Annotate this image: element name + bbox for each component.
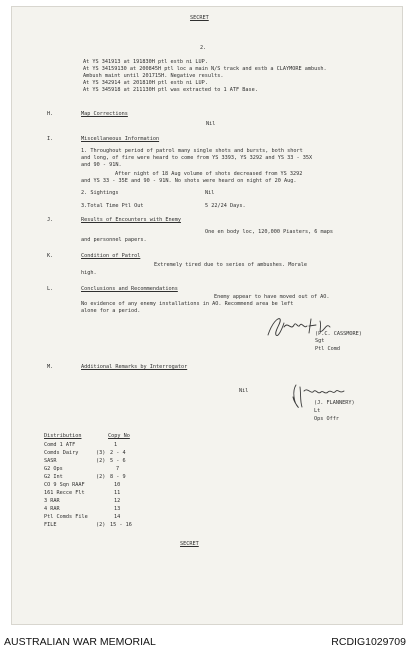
distribution-qty: (2) xyxy=(96,474,106,480)
sightings-label: 2. Sightings xyxy=(81,190,119,196)
interrogator-rank: Lt xyxy=(314,408,321,414)
log-line-4: At YS 342914 at 201810H ptl estb ni LUP. xyxy=(83,80,208,86)
distribution-copy: 11 xyxy=(114,490,121,496)
conclusion-line-3: alone for a period. xyxy=(81,308,141,314)
misc-line-5: and YS 33 - 35E and 90 - 91N. No shots were heard on night of 20 Aug. xyxy=(81,178,297,184)
sightings-value: Nil xyxy=(205,190,215,196)
patrol-commander-name: (P.C. CASSMORE) xyxy=(315,331,362,337)
section-i-letter: I. xyxy=(47,136,54,142)
distribution-copy: 7 xyxy=(116,466,120,472)
distribution-dest: Comds Dairy xyxy=(44,450,79,456)
interrogator-name: (J. FLANNERY) xyxy=(314,400,355,406)
classification-footer: SECRET xyxy=(180,541,199,547)
document-page xyxy=(12,7,402,624)
patrol-commander-role: Ptl Comd xyxy=(315,346,340,352)
distribution-copy: 1 xyxy=(114,442,118,448)
section-m-title: Additional Remarks by Interrogator xyxy=(81,364,188,370)
section-h-title: Map Corrections xyxy=(81,111,128,117)
archive-source-label: AUSTRALIAN WAR MEMORIAL xyxy=(4,636,156,648)
section-l-letter: L. xyxy=(47,286,54,292)
distribution-qty: (2) xyxy=(96,522,106,528)
interrogator-role: Ops Offr xyxy=(314,416,339,422)
conclusion-line-1: Enemy appear to have moved out of AO. xyxy=(214,294,330,300)
distribution-copy: 15 - 16 xyxy=(110,522,132,528)
distribution-dest: FILE xyxy=(44,522,57,528)
log-line-3: Ambush maint until 201715H. Negative results. xyxy=(83,73,224,79)
distribution-dest: Comd 1 ATF xyxy=(44,442,76,448)
time-out-label: 3.Total Time Ptl Out xyxy=(81,203,144,209)
misc-line-3: and 90 - 91N. xyxy=(81,162,122,168)
section-j-title: Results of Encounters with Enemy xyxy=(81,217,181,223)
distribution-copy: 8 - 9 xyxy=(110,474,126,480)
section-h-value: Nil xyxy=(206,121,216,127)
condition-line-1: Extremely tired due to series of ambushes. Morale xyxy=(154,262,308,268)
distribution-dest: SASR xyxy=(44,458,57,464)
distribution-qty: (3) xyxy=(96,450,106,456)
log-line-1: At YS 341913 at 191830H ptl estb ni LUP. xyxy=(83,59,208,65)
misc-line-1: 1. Throughout period of patrol many single shots and bursts, both short xyxy=(81,148,303,154)
distribution-copy: 5 - 6 xyxy=(110,458,126,464)
encounter-line-1: One en body loc, 120,000 Piasters, 6 maps xyxy=(205,229,334,235)
distribution-copy: 10 xyxy=(114,482,121,488)
classification-header: SECRET xyxy=(190,15,209,21)
page-number: 2. xyxy=(200,45,207,51)
distribution-copy: 2 - 4 xyxy=(110,450,126,456)
distribution-dest: 3 RAR xyxy=(44,498,60,504)
encounter-line-2: and personnel papers. xyxy=(81,237,147,243)
distribution-dest: CO 9 Sqn RAAF xyxy=(44,482,85,488)
distribution-qty: (2) xyxy=(96,458,106,464)
section-h-letter: H. xyxy=(47,111,54,117)
misc-line-4: After night of 18 Aug volume of shots decreased from YS 3292 xyxy=(115,171,303,177)
distribution-copy: 12 xyxy=(114,498,121,504)
section-i-title: Miscellaneous Information xyxy=(81,136,160,142)
section-m-letter: M. xyxy=(47,364,54,370)
time-out-value: 5 22/24 Days. xyxy=(205,203,246,209)
section-j-letter: J. xyxy=(47,217,54,223)
patrol-commander-rank: Sgt xyxy=(315,338,325,344)
distribution-copy: 13 xyxy=(114,506,121,512)
distribution-dest: 4 RAR xyxy=(44,506,60,512)
interrogator-signature xyxy=(288,381,352,411)
misc-line-2: and long, of fire were heard to come from YS 3393, YS 3292 and YS 33 - 35X xyxy=(81,155,313,161)
copy-no-heading: Copy No xyxy=(108,433,130,439)
distribution-dest: G2 Int xyxy=(44,474,63,480)
distribution-dest: Ptl Comds File xyxy=(44,514,88,520)
distribution-dest: 161 Recce Flt xyxy=(44,490,85,496)
archive-record-id: RCDIG1029709 xyxy=(331,636,406,648)
distribution-copy: 14 xyxy=(114,514,121,520)
log-line-5: At YS 345918 at 211130H ptl was extracted to 1 ATF Base. xyxy=(83,87,258,93)
conclusion-line-2: No evidence of any enemy installations in AO. Recommend area be left xyxy=(81,301,294,307)
section-l-title: Conclusions and Recommendations xyxy=(81,286,178,292)
distribution-dest: G2 Ops xyxy=(44,466,63,472)
section-k-title: Condition of Patrol xyxy=(81,253,141,259)
condition-line-2: high. xyxy=(81,270,97,276)
section-k-letter: K. xyxy=(47,253,54,259)
distribution-heading: Distribution xyxy=(44,433,82,439)
log-line-2: At YS 34159130 at 200845H ptl loc a main N/S track and estb a CLAYMORE ambush. xyxy=(83,66,327,72)
section-m-value: Nil xyxy=(239,388,249,394)
